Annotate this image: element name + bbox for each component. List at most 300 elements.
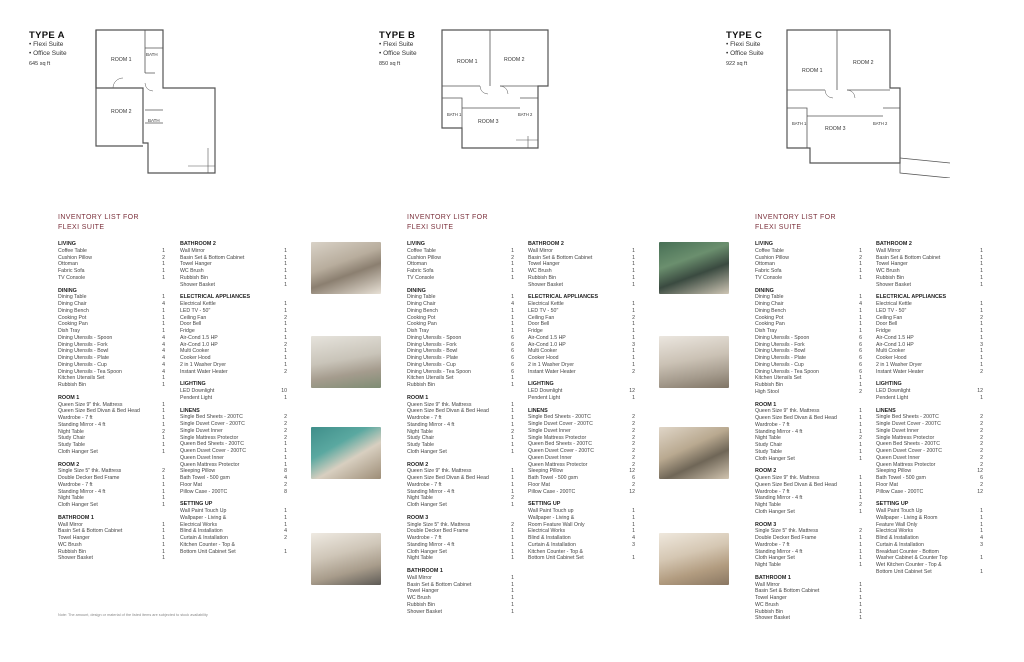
inventory-row — [755, 328, 862, 335]
category-heading: ROOM 3 — [407, 514, 429, 521]
item-name: Wet Kitchen Counter - Top & — [876, 562, 942, 568]
item-quantity: 2 — [859, 388, 862, 395]
inventory-row — [528, 255, 635, 262]
inventory-row — [755, 435, 862, 442]
item-quantity: 1 — [284, 521, 287, 528]
item-quantity: 1 — [162, 261, 165, 268]
item-quantity: 2 — [859, 528, 862, 535]
inventory-row — [755, 555, 862, 562]
inventory-row — [876, 248, 983, 255]
item-quantity: 1 — [632, 508, 635, 514]
inventory-row — [755, 449, 862, 456]
inventory-row — [876, 535, 983, 542]
item-name: Queen Duvet Cover - 200TC — [180, 448, 247, 454]
item-quantity: 3 — [632, 341, 635, 348]
inventory-row — [876, 468, 983, 475]
inventory-col — [58, 241, 165, 568]
inventory-category — [876, 381, 983, 401]
item-name: Fridge — [528, 328, 543, 334]
footnote: Note: The amount, design or material of the listed items are subjected to stock availability — [58, 613, 208, 617]
type-area: 645 sq ft — [29, 61, 51, 67]
inventory-category — [528, 501, 635, 562]
item-name: Ceiling Fan — [180, 314, 207, 321]
item-name: Wallpaper - Living & Room — [876, 514, 938, 521]
item-quantity: 1 — [511, 382, 514, 388]
type-b-header — [379, 30, 417, 67]
inventory-row — [755, 582, 862, 589]
item-quantity: 1 — [162, 294, 165, 301]
item-quantity: 1 — [511, 481, 514, 488]
item-name: Standing Mirror - 4 ft — [407, 488, 455, 495]
item-quantity: 4 — [162, 355, 165, 361]
inventory-row — [528, 522, 635, 529]
item-quantity: 1 — [632, 321, 635, 328]
item-quantity: 1 — [511, 274, 514, 281]
item-quantity: 1 — [162, 274, 165, 281]
item-name: Pendent Light — [876, 394, 909, 401]
item-quantity: 1 — [859, 408, 862, 415]
inventory-row — [528, 528, 635, 535]
inventory-category — [180, 381, 287, 401]
item-name: Pendent Light — [528, 394, 561, 401]
item-name: Pendent Light — [180, 394, 213, 401]
category-heading: SETTING UP — [876, 501, 909, 508]
item-quantity: 1 — [632, 355, 635, 361]
category-heading: LINENS — [528, 407, 548, 414]
item-quantity: 2 — [859, 502, 862, 508]
item-name: Dining Utensils - Spoon — [407, 334, 462, 341]
item-quantity: 12 — [629, 488, 635, 495]
item-quantity: 1 — [632, 334, 635, 341]
inventory-row — [876, 542, 983, 549]
item-quantity: 1 — [511, 548, 514, 555]
inventory-category — [407, 462, 514, 509]
inventory-row — [407, 375, 514, 382]
inventory-row — [58, 475, 165, 482]
item-name: Shower Basket — [755, 615, 790, 622]
item-quantity: 3 — [632, 541, 635, 548]
item-name: Night Table — [58, 495, 84, 502]
item-name: Fridge — [876, 328, 891, 334]
inventory-row — [876, 549, 983, 556]
item-quantity: 1 — [511, 435, 514, 442]
item-quantity: 2 — [859, 254, 862, 261]
item-name: Dining Utensils - Tea Spoon — [407, 368, 471, 375]
item-quantity: 1 — [284, 274, 287, 281]
item-name: Bottom Unit Cabinet Set — [876, 568, 932, 575]
item-name: Wardrobe - 7 ft — [755, 541, 790, 548]
item-quantity: 1 — [511, 488, 514, 495]
item-quantity: 1 — [511, 588, 514, 595]
room-label: BATH 1 — [447, 112, 462, 117]
item-quantity: 6 — [511, 361, 514, 368]
item-name: Rubbish Bin — [58, 382, 86, 388]
item-name: LED TV - 50" — [180, 307, 211, 314]
item-quantity: 4 — [162, 348, 165, 355]
inventory-row — [180, 395, 287, 402]
item-quantity: 1 — [980, 328, 983, 334]
item-quantity: 6 — [511, 334, 514, 341]
living-room-photo — [659, 242, 729, 294]
inventory-row — [528, 462, 635, 469]
item-name: Standing Mirror - 4 ft — [407, 541, 455, 548]
item-name: Wall Paint Touch Up — [180, 508, 227, 514]
inventory-row — [407, 602, 514, 609]
inventory-row — [755, 375, 862, 382]
item-quantity: 2 — [511, 428, 514, 435]
item-quantity: 1 — [980, 307, 983, 314]
item-quantity: 1 — [980, 528, 983, 535]
item-quantity: 2 — [632, 481, 635, 488]
type-feature: • Flexi Suite — [726, 41, 761, 48]
item-quantity — [977, 549, 983, 556]
inventory-title-line: INVENTORY LIST FOR — [755, 214, 836, 221]
item-name: Dish Tray — [755, 328, 777, 334]
inventory-category — [528, 294, 635, 375]
item-quantity: 1 — [284, 355, 287, 361]
inventory-row — [755, 422, 862, 429]
item-quantity: 2 — [632, 461, 635, 468]
item-quantity: 1 — [162, 502, 165, 508]
floor-plan-type-a — [93, 28, 218, 178]
item-name: Electrical Works — [528, 528, 566, 535]
item-name: Dining Utensils - Bowl — [407, 348, 458, 355]
item-quantity: 1 — [284, 461, 287, 468]
inventory-row — [58, 415, 165, 422]
item-name: Dining Utensils - Plate — [755, 355, 807, 361]
inventory-row — [180, 342, 287, 349]
item-quantity: 1 — [859, 475, 862, 481]
item-name: WC Brush — [180, 268, 204, 274]
item-quantity: 12 — [629, 468, 635, 475]
item-name: Towel Hanger — [528, 261, 560, 268]
inventory-row — [755, 408, 862, 415]
inventory-row — [876, 301, 983, 308]
item-name: Bottom Unit Cabinet Set — [180, 548, 236, 555]
inventory-row — [876, 455, 983, 462]
category-heading: BATHROOM 1 — [58, 514, 94, 521]
item-quantity: 1 — [162, 415, 165, 421]
item-quantity: 2 — [980, 454, 983, 461]
item-name: LED Downlight — [876, 388, 911, 394]
item-name: Queen Size 9" thk. Mattress — [755, 475, 820, 481]
item-name: Standing Mirror - 4 ft — [58, 488, 106, 495]
item-name: Kitchen Counter - Top & — [180, 541, 235, 548]
item-quantity: 1 — [162, 541, 165, 548]
inventory-row — [180, 335, 287, 342]
inventory-row — [180, 441, 287, 448]
item-name: Single Duvet Cover - 200TC — [876, 421, 941, 427]
item-quantity: 12 — [977, 488, 983, 495]
item-name: Sleeping Pillow — [528, 468, 564, 475]
item-quantity: 1 — [162, 408, 165, 415]
inventory-row — [180, 468, 287, 475]
inventory-row — [180, 268, 287, 275]
inventory-row — [755, 355, 862, 362]
inventory-row — [407, 449, 514, 456]
item-quantity: 6 — [859, 341, 862, 348]
item-quantity: 4 — [162, 361, 165, 368]
item-quantity: 1 — [859, 321, 862, 328]
item-quantity: 2 — [632, 314, 635, 321]
item-quantity: 1 — [162, 448, 165, 455]
item-quantity — [281, 542, 287, 549]
item-name: Wardrobe - 7 ft — [58, 415, 93, 421]
item-name: Queen Size Bed Divan & Bed Head — [407, 408, 489, 415]
item-name: Ceiling Fan — [528, 314, 555, 321]
item-quantity: 1 — [859, 548, 862, 555]
category-heading: LINENS — [876, 407, 896, 414]
item-name: Night Table — [407, 428, 433, 435]
inventory-category — [755, 575, 862, 622]
inventory-row — [876, 414, 983, 421]
item-quantity: 1 — [162, 375, 165, 382]
item-name: Dining Utensils - Fork — [755, 341, 805, 348]
item-name: Night Table — [755, 502, 781, 508]
item-name: Dining Bench — [58, 307, 89, 314]
inventory-row — [755, 315, 862, 322]
inventory-row — [58, 335, 165, 342]
inventory-row — [58, 308, 165, 315]
item-quantity: 1 — [284, 281, 287, 288]
item-quantity: 1 — [980, 274, 983, 281]
item-quantity: 1 — [632, 394, 635, 401]
item-quantity: 2 — [284, 341, 287, 348]
inventory-title-a — [58, 213, 139, 233]
inventory-row — [180, 328, 287, 335]
item-name: Double Decker Bed Frame — [407, 528, 469, 535]
item-name: Study Chair — [58, 435, 86, 442]
item-name: Dining Utensils - Cup — [755, 361, 804, 368]
inventory-row — [407, 255, 514, 262]
inventory-row — [58, 542, 165, 549]
item-quantity: 1 — [980, 301, 983, 307]
item-quantity: 2 — [284, 535, 287, 541]
inventory-category — [528, 241, 635, 288]
room-label: ROOM 1 — [802, 68, 823, 74]
item-name: Study Table — [407, 442, 435, 448]
inventory-row — [58, 369, 165, 376]
item-quantity: 6 — [511, 355, 514, 361]
item-quantity: 1 — [859, 382, 862, 388]
item-name: Single Duvet Cover - 200TC — [528, 421, 593, 427]
item-quantity: 1 — [632, 247, 635, 254]
item-quantity: 1 — [511, 541, 514, 548]
item-quantity: 1 — [284, 268, 287, 274]
inventory-row — [58, 275, 165, 282]
inventory-row — [528, 342, 635, 349]
item-quantity: 1 — [511, 375, 514, 382]
item-name: Pillow Case - 200TC — [876, 488, 924, 495]
item-name: Electrical Kettle — [876, 301, 912, 307]
item-name: Queen Duvet Cover - 200TC — [528, 448, 595, 454]
inventory-row — [755, 482, 862, 489]
inventory-row — [528, 482, 635, 489]
item-name: Floor Mat — [180, 481, 202, 488]
item-name: Blind & Installation — [876, 535, 919, 541]
inventory-row — [755, 615, 862, 622]
inventory-category — [58, 241, 165, 282]
inventory-row — [407, 402, 514, 409]
item-quantity: 2 — [511, 254, 514, 261]
item-quantity: 1 — [859, 375, 862, 382]
sofa-photo — [659, 427, 729, 479]
inventory-title-line: FLEXI SUITE — [407, 224, 454, 231]
inventory-row — [58, 261, 165, 268]
inventory-row — [876, 475, 983, 482]
item-quantity: 1 — [980, 355, 983, 361]
item-name: Coffee Table — [407, 247, 436, 254]
item-quantity: 1 — [511, 415, 514, 421]
item-name: Wardrobe - 7 ft — [407, 481, 442, 488]
inventory-category — [180, 294, 287, 375]
inventory-row — [528, 441, 635, 448]
item-quantity: 1 — [284, 334, 287, 341]
item-quantity: 1 — [980, 261, 983, 268]
inventory-row — [876, 489, 983, 496]
inventory-row — [876, 462, 983, 469]
category-heading: ELECTRICAL APPLIANCES — [180, 294, 251, 301]
inventory-row — [876, 362, 983, 369]
inventory-row — [528, 355, 635, 362]
item-quantity: 1 — [162, 435, 165, 442]
inventory-row — [180, 455, 287, 462]
inventory-row — [407, 442, 514, 449]
item-name: Cloth Hanger Set — [755, 455, 795, 462]
inventory-row — [407, 261, 514, 268]
item-name: Electrical Kettle — [528, 301, 564, 307]
inventory-row — [407, 502, 514, 509]
item-name: Queen Duvet Inner — [180, 454, 224, 461]
inventory-title-b — [407, 213, 488, 233]
item-name: Dining Chair — [755, 301, 784, 307]
item-name: Bath Towel - 500 gsm — [180, 475, 230, 481]
item-name: Ottoman — [755, 261, 775, 268]
inventory-row — [180, 261, 287, 268]
item-name: Basin Set & Bottom Cabinet — [755, 588, 820, 595]
item-quantity: 1 — [632, 514, 635, 521]
item-quantity: 1 — [511, 321, 514, 328]
inventory-row — [528, 261, 635, 268]
item-quantity: 1 — [511, 608, 514, 615]
item-name: Queen Size 9" thk. Mattress — [755, 408, 820, 415]
inventory-row — [180, 355, 287, 362]
item-name: Kitchen Utensils Set — [58, 375, 105, 382]
room-label: BATH 2 — [873, 121, 888, 126]
inventory-row — [755, 261, 862, 268]
inventory-row — [755, 588, 862, 595]
category-heading: ROOM 1 — [407, 394, 429, 401]
inventory-category — [58, 288, 165, 389]
item-quantity: 4 — [632, 535, 635, 541]
inventory-row — [58, 301, 165, 308]
item-name: Towel Hanger — [876, 261, 908, 268]
inventory-row — [407, 582, 514, 589]
inventory-row — [528, 455, 635, 462]
item-quantity: 1 — [284, 328, 287, 334]
category-heading: LIVING — [755, 241, 773, 247]
item-quantity: 1 — [632, 281, 635, 288]
inventory-row — [180, 255, 287, 262]
category-heading: ROOM 1 — [58, 394, 80, 401]
inventory-row — [58, 294, 165, 301]
inventory-col — [407, 241, 514, 621]
inventory-row — [528, 395, 635, 402]
item-name: Air-Cond 1.5 HP — [528, 334, 566, 341]
item-name: TV Console — [755, 274, 783, 281]
inventory-col — [180, 241, 287, 561]
category-heading: SETTING UP — [180, 501, 213, 508]
item-quantity: 1 — [284, 448, 287, 454]
item-quantity: 1 — [511, 502, 514, 508]
item-name: Door Bell — [876, 321, 898, 328]
item-name: WC Brush — [876, 268, 900, 274]
category-heading: LINENS — [180, 407, 200, 414]
inventory-row — [528, 549, 635, 556]
item-quantity: 1 — [284, 508, 287, 514]
inventory-row — [407, 355, 514, 362]
inventory-row — [755, 595, 862, 602]
item-name: Dining Chair — [407, 301, 436, 307]
type-feature: • Flexi Suite — [29, 41, 64, 48]
dining-room-photo — [311, 242, 381, 294]
inventory-row — [528, 388, 635, 395]
inventory-row — [755, 509, 862, 516]
item-name: Dining Utensils - Cup — [58, 361, 107, 368]
item-name: Night Table — [407, 555, 433, 562]
item-quantity: 1 — [284, 514, 287, 521]
inventory-row — [58, 375, 165, 382]
type-area: 850 sq ft — [379, 61, 401, 67]
item-name: Cloth Hanger Set — [58, 448, 98, 455]
item-name: Wardrobe - 7 ft — [755, 488, 790, 495]
item-name: Study Table — [755, 448, 783, 455]
inventory-row — [58, 321, 165, 328]
inventory-row — [180, 428, 287, 435]
inventory-row — [58, 502, 165, 509]
inventory-row — [407, 468, 514, 475]
item-quantity: 1 — [980, 268, 983, 274]
inventory-row — [755, 342, 862, 349]
item-name: Single Bed Sheets - 200TC — [876, 414, 939, 421]
item-name: Standing Mirror - 4 ft — [755, 428, 803, 435]
inventory-category — [876, 501, 983, 575]
inventory-title-line: INVENTORY LIST FOR — [58, 214, 139, 221]
item-quantity — [629, 549, 635, 556]
item-quantity: 4 — [511, 301, 514, 307]
inventory-row — [755, 369, 862, 376]
item-name: Rubbish Bin — [528, 274, 556, 281]
category-heading: ELECTRICAL APPLIANCES — [528, 294, 599, 301]
inventory-row — [180, 275, 287, 282]
item-quantity: 2 — [980, 434, 983, 441]
item-quantity: 12 — [629, 388, 635, 394]
item-quantity: 1 — [859, 581, 862, 588]
item-quantity: 1 — [284, 394, 287, 401]
inventory-row — [755, 562, 862, 569]
inventory-row — [180, 315, 287, 322]
item-name: Single Mattress Protector — [180, 434, 239, 441]
inventory-row — [755, 549, 862, 556]
item-quantity: 2 — [162, 428, 165, 435]
inventory-row — [755, 335, 862, 342]
item-name: Wall Mirror — [407, 574, 432, 581]
inventory-row — [180, 542, 287, 549]
item-quantity: 6 — [859, 334, 862, 341]
inventory-row — [876, 421, 983, 428]
item-quantity: 1 — [859, 307, 862, 314]
item-quantity: 1 — [859, 415, 862, 421]
